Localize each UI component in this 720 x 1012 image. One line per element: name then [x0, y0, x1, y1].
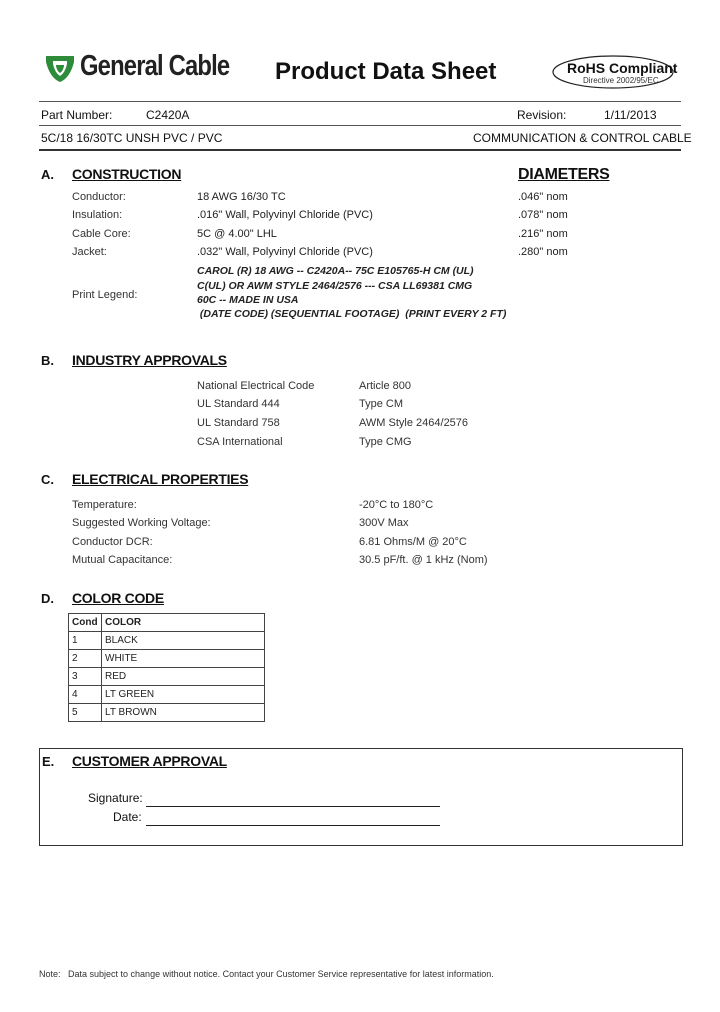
color-cell: RED [102, 668, 265, 686]
diameter-value: .078" nom [518, 209, 568, 221]
approval-name: National Electrical Code [197, 380, 315, 392]
approval-value: AWM Style 2464/2576 [359, 417, 469, 429]
property-name: Mutual Capacitance: [72, 554, 173, 566]
diameters-title: DIAMETERS [518, 166, 610, 183]
construction-value: 18 AWG 16/30 TC [197, 191, 286, 203]
approval-name: UL Standard 444 [197, 398, 280, 410]
table-row [69, 668, 265, 686]
signature-label: Signature: [88, 791, 143, 805]
cond-cell: 5 [69, 704, 102, 722]
table-row [69, 632, 265, 650]
logo-icon [44, 52, 76, 84]
section-letter: A. [41, 167, 54, 182]
construction-label: Jacket: [72, 246, 107, 258]
cond-cell: 4 [69, 686, 102, 704]
color-cell: BLACK [102, 632, 265, 650]
diameter-value: .216" nom [518, 228, 568, 240]
page-title: Product Data Sheet [275, 58, 497, 85]
print-legend-line: 60C -- MADE IN USA [197, 294, 299, 306]
company-name: General Cable [80, 50, 230, 82]
property-value: 6.81 Ohms/M @ 20°C [359, 536, 467, 548]
date-label: Date: [113, 810, 142, 824]
revision-value: 1/11/2013 [604, 108, 657, 122]
footer-note: Note: Data subject to change without notice. Contact your Customer Service representative for latest information. [39, 969, 494, 979]
table-row [69, 704, 265, 722]
construction-label: Insulation: [72, 209, 123, 221]
date-field[interactable] [146, 825, 440, 826]
column-header: COLOR [102, 614, 265, 632]
property-value: 30.5 pF/ft. @ 1 kHz (Nom) [359, 554, 488, 566]
diameter-value: .046" nom [518, 191, 568, 203]
print-legend-label: Print Legend: [72, 289, 138, 301]
print-legend-line: (DATE CODE) (SEQUENTIAL FOOTAGE) (PRINT EVERY 2 FT) [197, 308, 507, 320]
construction-label: Cable Core: [72, 228, 131, 240]
color-cell: LT GREEN [102, 686, 265, 704]
construction-label: Conductor: [72, 191, 126, 203]
divider [39, 101, 681, 102]
company-logo [44, 52, 76, 84]
table-row [69, 686, 265, 704]
column-header: Cond [69, 614, 102, 632]
rohs-directive: Directive 2002/95/EC [583, 76, 659, 85]
signature-field[interactable] [146, 806, 440, 807]
color-cell: LT BROWN [102, 704, 265, 722]
table-header-row [69, 614, 265, 632]
section-title-construction: CONSTRUCTION [72, 166, 182, 182]
product-category: COMMUNICATION & CONTROL CABLE [473, 131, 692, 145]
divider [39, 125, 681, 126]
section-letter: E. [42, 754, 55, 769]
section-title-color-code: COLOR CODE [72, 590, 164, 606]
construction-value: .016" Wall, Polyvinyl Chloride (PVC) [197, 209, 373, 221]
property-value: 300V Max [359, 517, 409, 529]
color-code-table [68, 613, 265, 722]
approval-name: UL Standard 758 [197, 417, 280, 429]
color-cell: WHITE [102, 650, 265, 668]
diameter-value: .280" nom [518, 246, 568, 258]
section-title-customer-approval: CUSTOMER APPROVAL [72, 753, 227, 769]
section-letter: D. [41, 591, 54, 606]
property-value: -20°C to 180°C [359, 499, 434, 511]
property-name: Conductor DCR: [72, 536, 153, 548]
revision-label: Revision: [517, 108, 567, 122]
construction-value: .032" Wall, Polyvinyl Chloride (PVC) [197, 246, 373, 258]
section-title-electrical: ELECTRICAL PROPERTIES [72, 471, 249, 487]
cond-cell: 2 [69, 650, 102, 668]
section-letter: C. [41, 472, 54, 487]
property-name: Suggested Working Voltage: [72, 517, 211, 529]
product-description: 5C/18 16/30TC UNSH PVC / PVC [41, 131, 223, 145]
approval-name: CSA International [197, 436, 283, 448]
approval-value: Type CM [359, 398, 404, 410]
cond-cell: 3 [69, 668, 102, 686]
print-legend-line: CAROL (R) 18 AWG -- C2420A-- 75C E105765-H CM (UL) [197, 265, 474, 277]
cond-cell: 1 [69, 632, 102, 650]
section-letter: B. [41, 353, 54, 368]
approval-value: Article 800 [359, 380, 411, 392]
print-legend-line: C(UL) OR AWM STYLE 2464/2576 --- CSA LL69381 CMG [197, 280, 473, 292]
part-number-label: Part Number: [41, 108, 113, 122]
divider [39, 149, 681, 151]
section-title-approvals: INDUSTRY APPROVALS [72, 352, 227, 368]
table-row [69, 650, 265, 668]
approval-value: Type CMG [359, 436, 412, 448]
property-name: Temperature: [72, 499, 137, 511]
construction-value: 5C @ 4.00" LHL [197, 228, 277, 240]
part-number-value: C2420A [146, 108, 190, 122]
rohs-label: RoHS Compliant [567, 60, 678, 76]
